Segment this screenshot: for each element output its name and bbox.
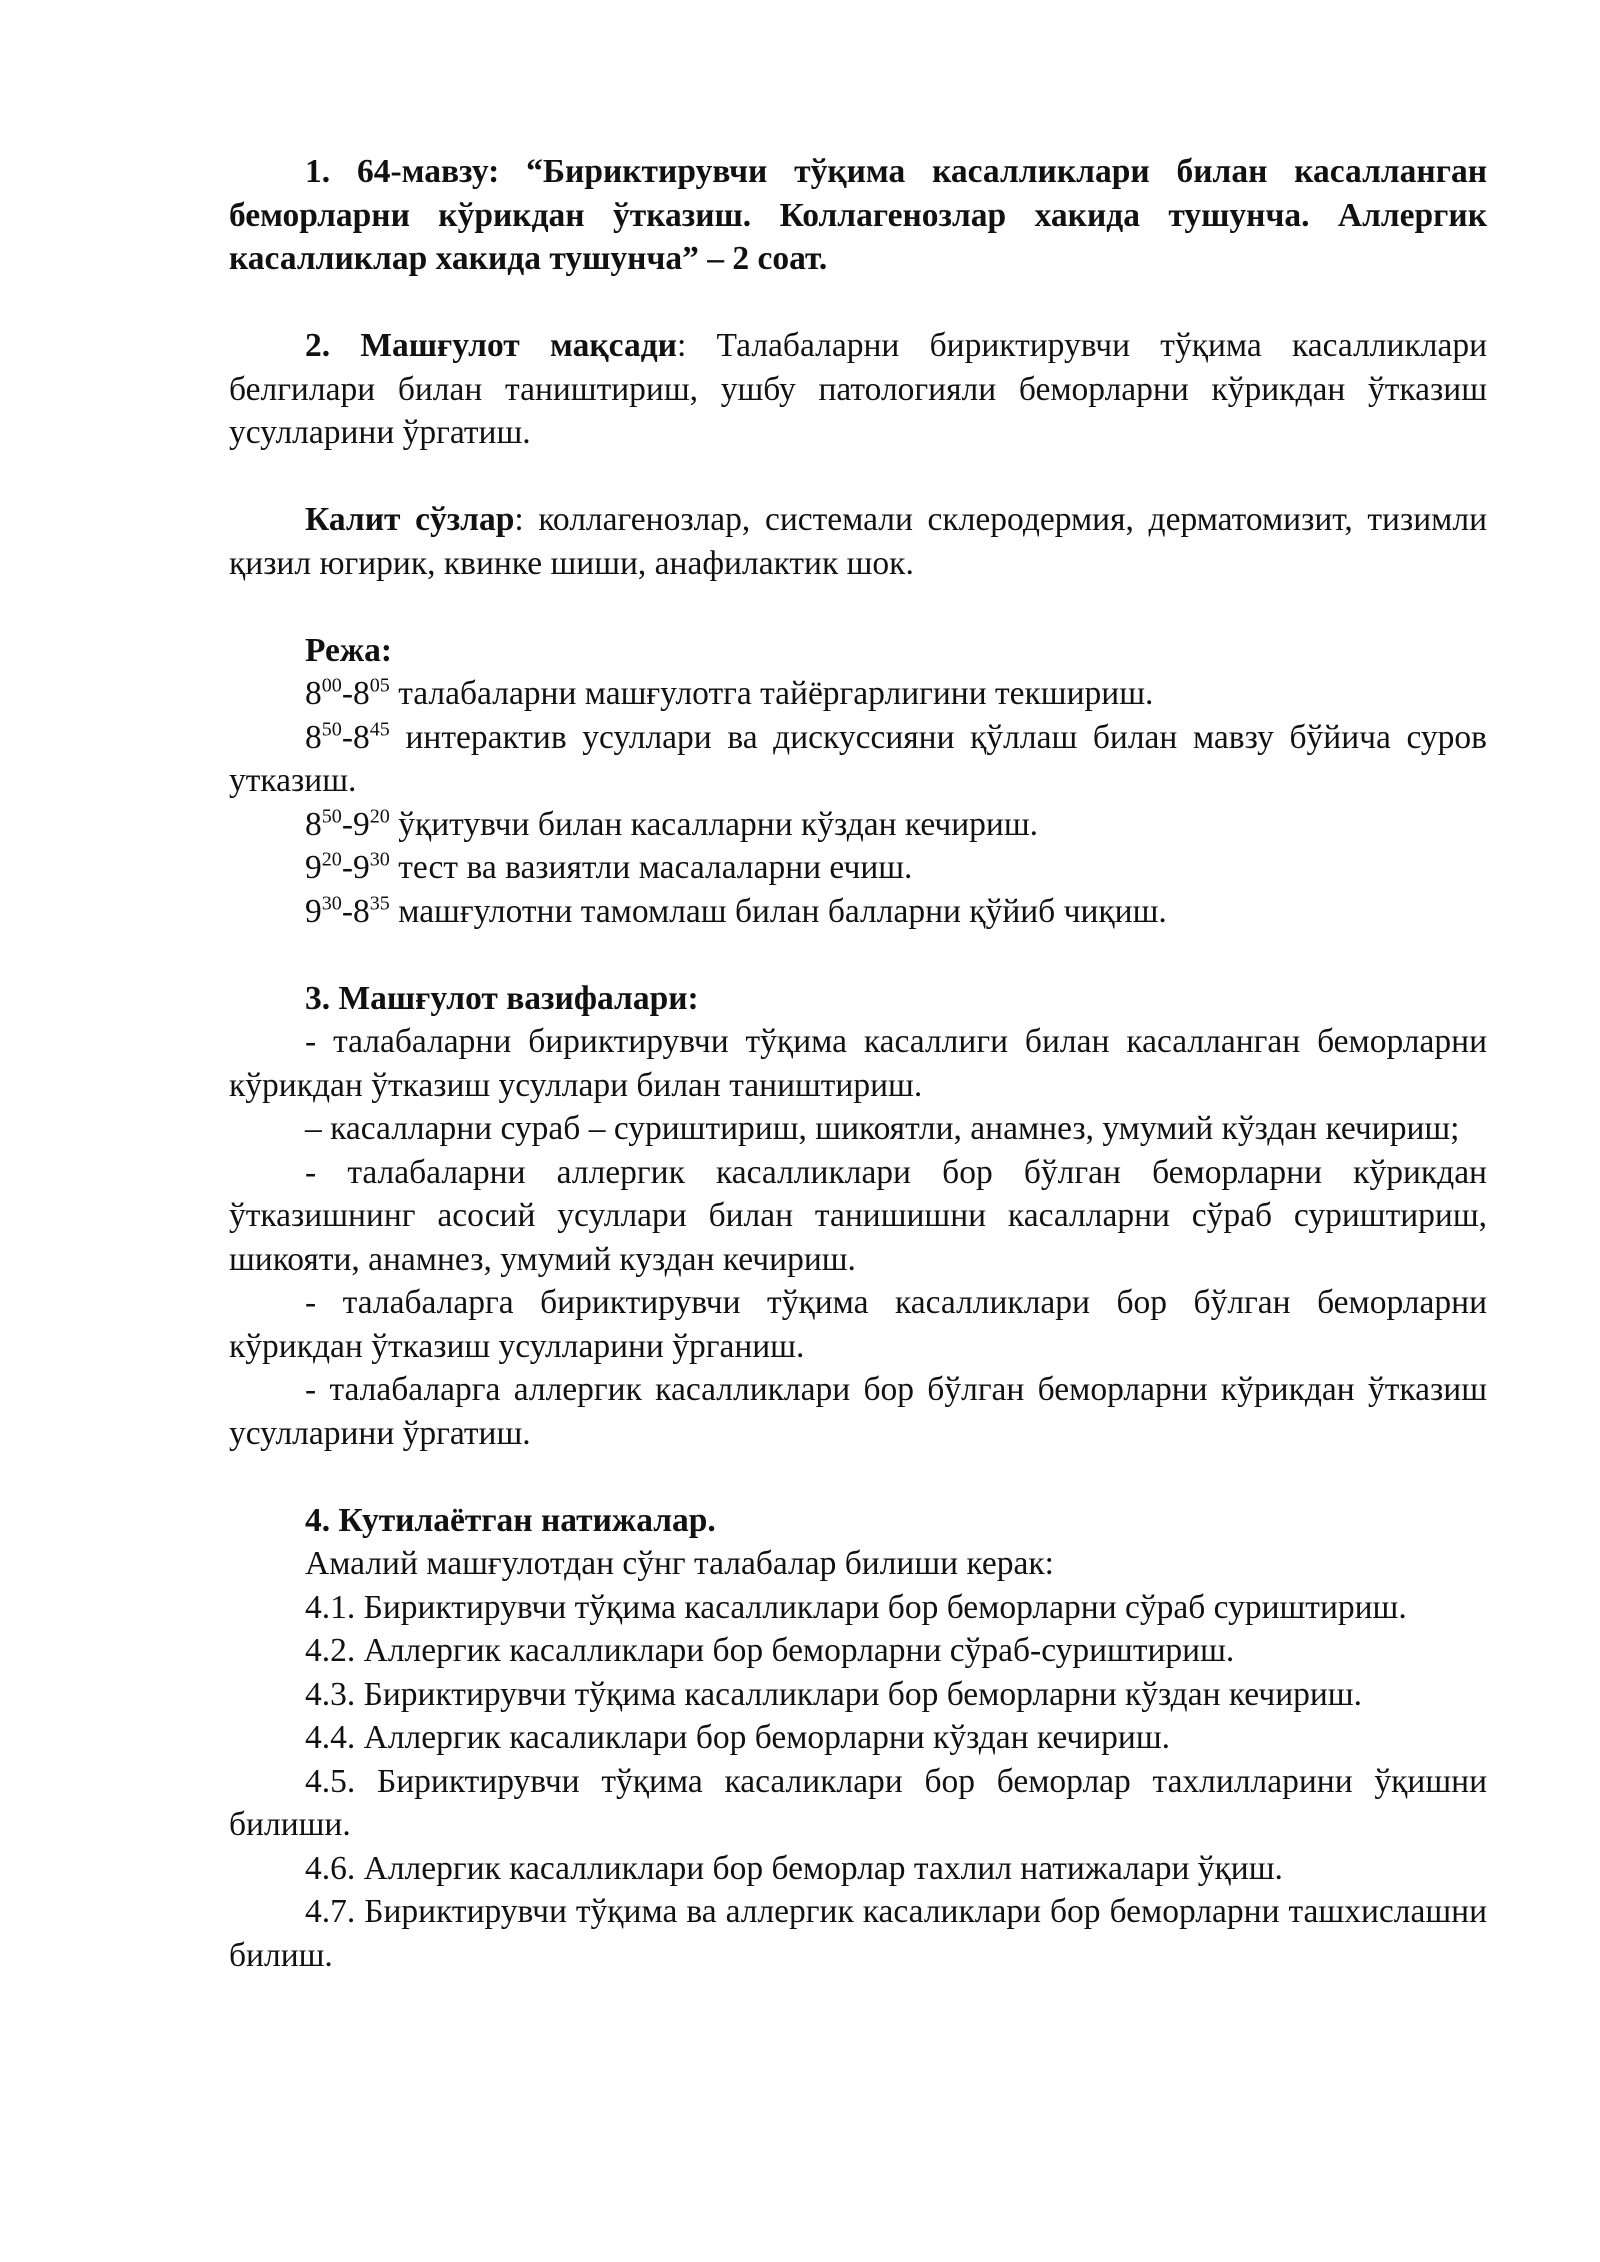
result-item: 4.3. Бириктирувчи тўқима касалликлари бор беморларни кўздан кечириш. (305, 1675, 1362, 1713)
goal-paragraph (229, 324, 1487, 455)
topic-heading (229, 150, 1487, 281)
document-page (229, 150, 1487, 1977)
results-intro: Амалий машғулотдан сўнг талабалар билиши керак: (305, 1545, 1054, 1582)
task-item: - талабаларга бириктирувчи тўқима касалликлари бор бўлган беморларни кўрикдан ўтказиш усулларини ўрганиш. (229, 1284, 1487, 1365)
goal-number: 2. (305, 327, 331, 364)
topic-text: 64-мавзу: “Бириктирувчи тўқима касалликлари билан касалланган беморларни кўрикдан ўтказиш. Коллагенозлар хакида тушунча. Аллергик касалликлар хакида тушунча” – 2 соат. (229, 153, 1487, 277)
goal-text: : Талабаларни бириктирувчи тўқима касалликлари белгилари билан таништириш, ушбу патологияли беморларни кўрикдан ўтказиш усулларини ўргатиш. (229, 327, 1487, 451)
plan-item: $9^{20}-9^{30}$ тест ва вазиятли масалаларни ечиш. (305, 848, 913, 886)
keywords-text: : коллагенозлар, системали склеродермия, дерматомизит, тизимли қизил югирик, квинке шиши, анафилактик шок. (229, 501, 1487, 582)
task-item: – касалларни сураб – суриштириш, шикоятли, анамнез, умумий кўздан кечириш; (305, 1110, 1460, 1147)
topic-number: 1. (305, 153, 331, 190)
result-item: 4.1. Бириктирувчи тўқима касалликлари бор беморларни сўраб суриштириш. (305, 1588, 1407, 1626)
task-item: - талабаларга аллергик касалликлари бор бўлган беморларни кўрикдан ўтказиш усулларини ўргатиш. (229, 1371, 1487, 1452)
result-item: 4.2. Аллергик касалликлари бор беморларни сўраб-суриштириш. (305, 1632, 1235, 1669)
result-item: 4.5. Бириктирувчи тўқима касаликлари бор беморлар тахлилларини ўқишни билиши. (229, 1762, 1487, 1843)
plan-item: $9^{30}-8^{35}$ машғулотни тамомлаш билан балларни қўйиб чиқиш. (305, 892, 1167, 930)
result-item: 4.7. Бириктирувчи тўқима ва аллергик касаликлари бор беморларни ташхислашни билиш. (229, 1893, 1487, 1974)
keywords-paragraph (229, 498, 1487, 585)
plan-title: Режа: (305, 631, 393, 669)
plan-item: $8^{50}-9^{20}$ ўқитувчи билан касалларни кўздан кечириш. (305, 805, 1039, 843)
task-item: - талабаларни аллергик касалликлари бор бўлган беморларни кўрикдан ўтказишнинг асосий усуллари билан танишишни касалларни сўраб суриштириш, шикояти, анамнез, умумий куздан кечириш. (229, 1153, 1487, 1278)
plan-item: $8^{50}-8^{45}$ интерактив усуллари ва дискуссияни қўллаш билан мавзу бўйича суров утказиш. (229, 718, 1487, 799)
tasks-title: 3. Машғулот вазифалари: (305, 979, 699, 1017)
plan-item: $8^{00}-8^{05}$ талабаларни машғулотга тайёргарлигини текшириш. (305, 674, 1154, 712)
keywords-label: Калит сўзлар (305, 501, 515, 538)
task-item: - талабаларни бириктирувчи тўқима касаллиги билан касалланган беморларни кўрикдан ўтказиш усуллари билан таништириш. (229, 1023, 1487, 1104)
result-item: 4.4. Аллергик касаликлари бор беморларни кўздан кечириш. (305, 1719, 1171, 1756)
goal-label: Машғулот мақсади (360, 327, 677, 364)
result-item: 4.6. Аллергик касалликлари бор беморлар тахлил натижалари ўқиш. (305, 1849, 1283, 1887)
results-title: 4. Кутилаётган натижалар. (305, 1501, 716, 1539)
